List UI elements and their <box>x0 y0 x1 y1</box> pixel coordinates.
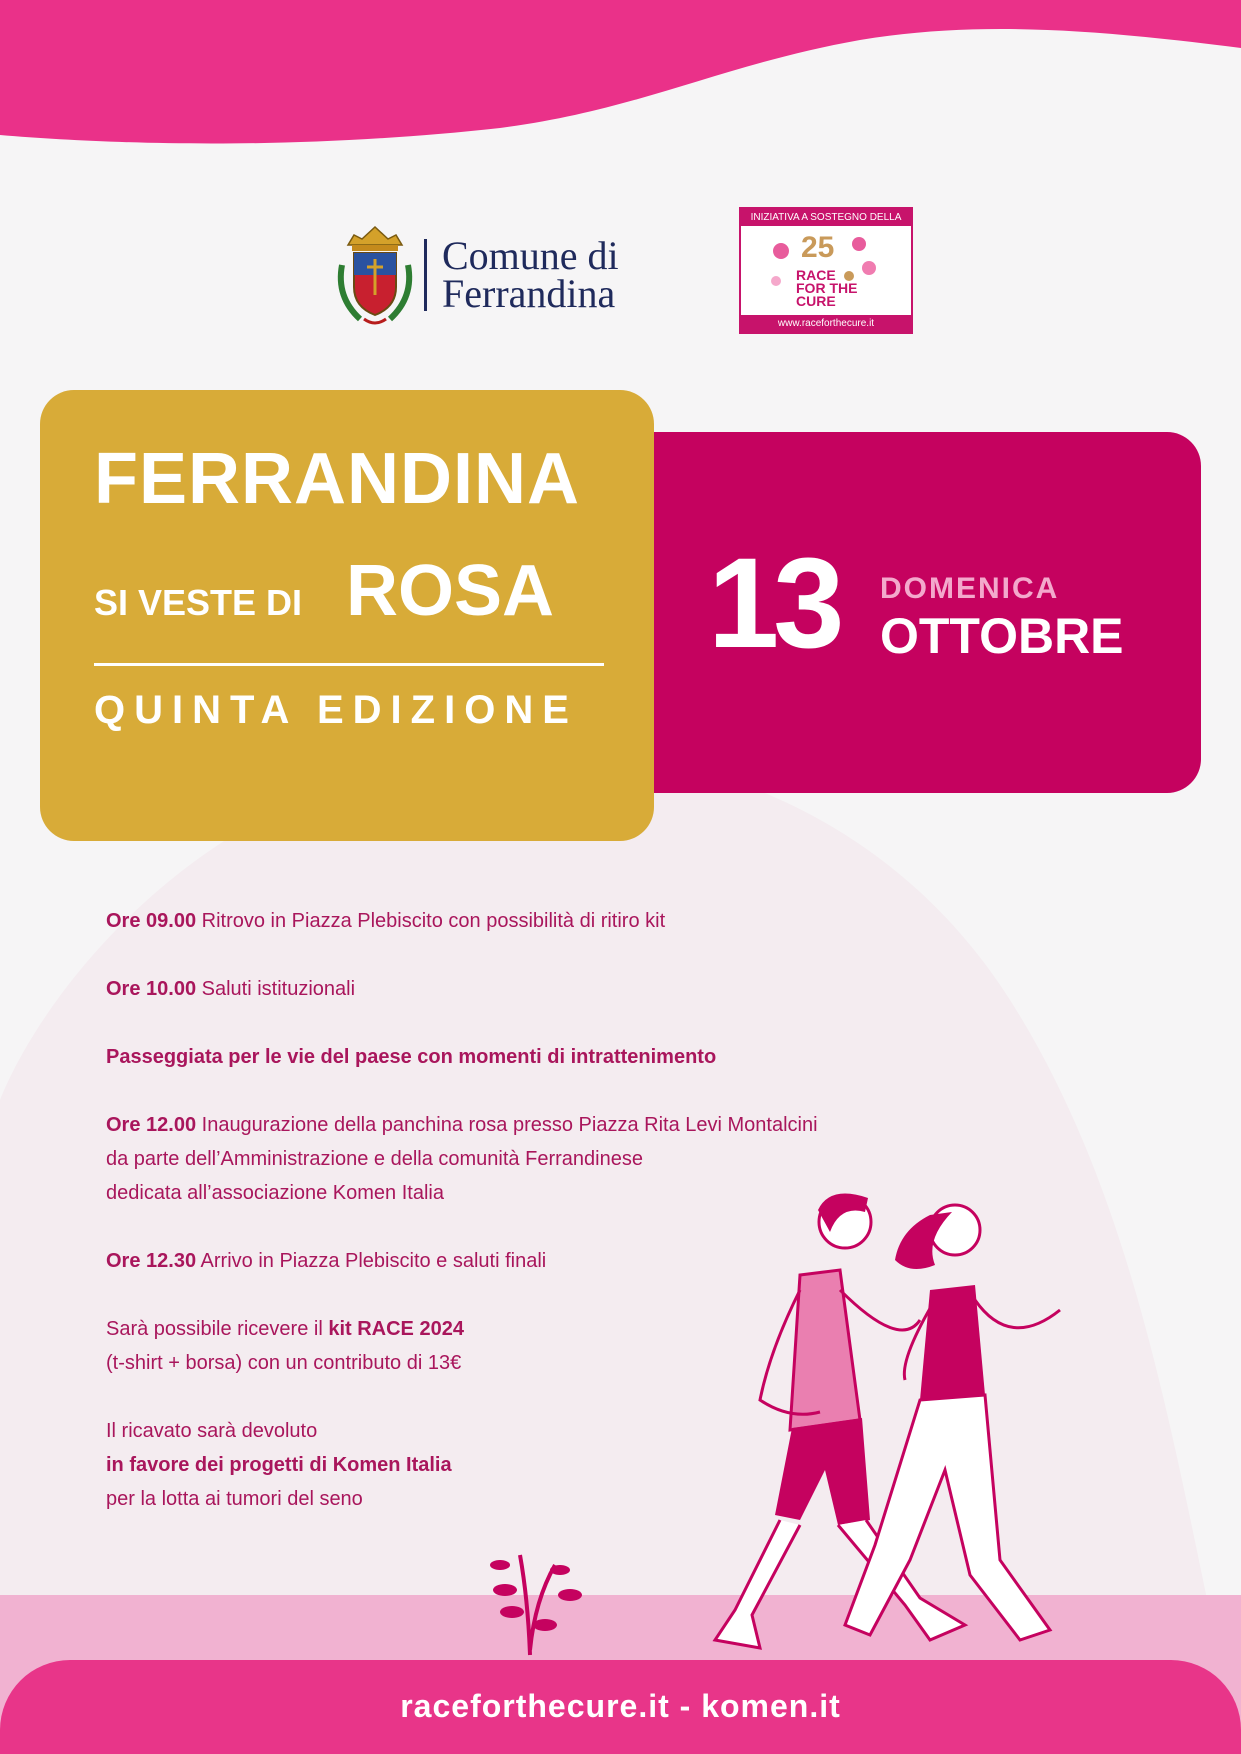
race-name-line2: FOR THE <box>796 280 858 296</box>
comune-line1: Comune di <box>442 233 619 278</box>
program-text: Ritrovo in Piazza Plebiscito con possibilità di ritiro kit <box>196 910 666 932</box>
program-text-line3: dedicata all’associazione Komen Italia <box>106 1182 444 1204</box>
donation-line3: per la lotta ai tumori del seno <box>106 1488 363 1510</box>
program-text-line2: da parte dell’Amministrazione e della comunità Ferrandinese <box>106 1148 643 1170</box>
footer-links: raceforthecure.it - komen.it <box>400 1688 841 1724</box>
event-day: 13 <box>708 532 839 675</box>
kit-price: (t-shirt + borsa) con un contributo di 13€ <box>106 1352 462 1374</box>
donation-line1: Il ricavato sarà devoluto <box>106 1420 318 1442</box>
event-title: FERRANDINA <box>94 439 580 519</box>
edition-label: QUINTA EDIZIONE <box>94 688 578 732</box>
race-anniversary-number: 25 <box>801 231 835 264</box>
event-subtitle-big: ROSA <box>346 551 555 631</box>
footer <box>0 1660 1241 1754</box>
race-logo-url: www.raceforthecure.it <box>741 315 911 332</box>
program-time: Ore 12.30 <box>106 1250 197 1272</box>
kit-highlight: kit RACE 2024 <box>328 1318 464 1340</box>
event-weekday: DOMENICA <box>880 572 1060 605</box>
comune-line2: Ferrandina <box>442 271 616 316</box>
program-time: Ore 09.00 <box>106 910 197 932</box>
donation-highlight: in favore dei progetti di Komen Italia <box>106 1454 452 1476</box>
race-logo-top-text: INIZIATIVA A SOSTEGNO DELLA <box>741 209 911 226</box>
program-time: Ore 12.00 <box>106 1114 197 1136</box>
kit-text: Sarà possibile ricevere il <box>106 1318 329 1340</box>
event-subtitle-small: SI VESTE DI <box>94 582 303 623</box>
program-text: Arrivo in Piazza Plebiscito e saluti finali <box>196 1250 547 1272</box>
program-highlight: Passeggiata per le vie del paese con momenti di intrattenimento <box>106 1046 717 1068</box>
event-month: OTTOBRE <box>880 608 1124 664</box>
program-time: Ore 10.00 <box>106 978 197 1000</box>
program-text: Saluti istituzionali <box>196 978 356 1000</box>
program-text: Inaugurazione della panchina rosa presso Piazza Rita Levi Montalcini <box>196 1114 818 1136</box>
race-name-line1: RACE <box>796 267 836 283</box>
race-name-line3: CURE <box>796 293 836 309</box>
